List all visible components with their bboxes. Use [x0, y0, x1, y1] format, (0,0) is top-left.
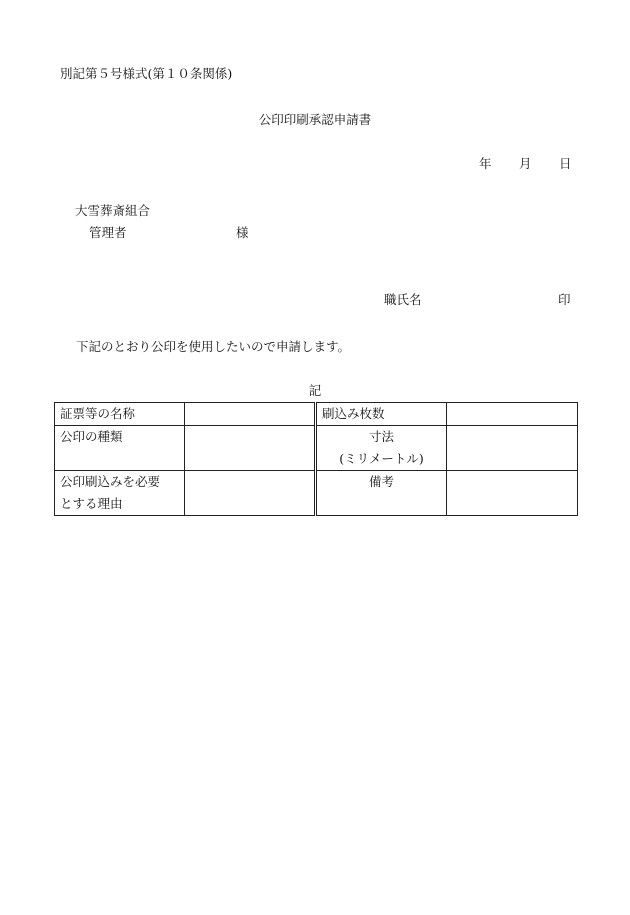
recipient-honorific: 様 — [236, 225, 249, 240]
table-row — [55, 426, 578, 471]
applicant-seal-mark: 印 — [558, 292, 571, 307]
document-name-field[interactable] — [185, 403, 316, 426]
print-count-label: 刷込み枚数 — [316, 403, 447, 426]
remarks-label: 備考 — [316, 471, 447, 516]
seal-type-label: 公印の種類 — [55, 426, 185, 471]
reason-label-line1: 公印刷込みを必要 — [60, 474, 161, 489]
intro-sentence: 下記のとおり公印を使用したいので申請します。 — [76, 339, 351, 354]
date-month-label: 月 — [519, 156, 532, 171]
applicant-name-label: 職氏名 — [384, 292, 422, 307]
size-label-line1: 寸法 — [368, 429, 394, 444]
table-row — [55, 471, 578, 516]
form-number: 別記第５号様式(第１０条関係) — [60, 66, 233, 81]
reason-label-line2: とする理由 — [60, 496, 123, 511]
document-name-label: 証票等の名称 — [55, 403, 185, 426]
date-day-label: 日 — [559, 156, 572, 171]
ki-heading: 記 — [308, 383, 322, 398]
remarks-field[interactable] — [447, 471, 578, 516]
recipient-organization: 大雪葬斎組合 — [75, 203, 151, 218]
application-table — [54, 402, 578, 516]
print-count-field[interactable] — [447, 403, 578, 426]
date-year-label: 年 — [479, 156, 492, 171]
document-title: 公印印刷承認申請書 — [258, 112, 372, 127]
reason-label — [55, 471, 185, 516]
table-row — [55, 403, 578, 426]
reason-field[interactable] — [185, 471, 316, 516]
seal-type-field[interactable] — [185, 426, 316, 471]
size-label-line2: (ミリメートル) — [339, 451, 424, 466]
size-field[interactable] — [447, 426, 578, 471]
size-label — [316, 426, 447, 471]
recipient-title: 管理者 — [89, 225, 127, 240]
